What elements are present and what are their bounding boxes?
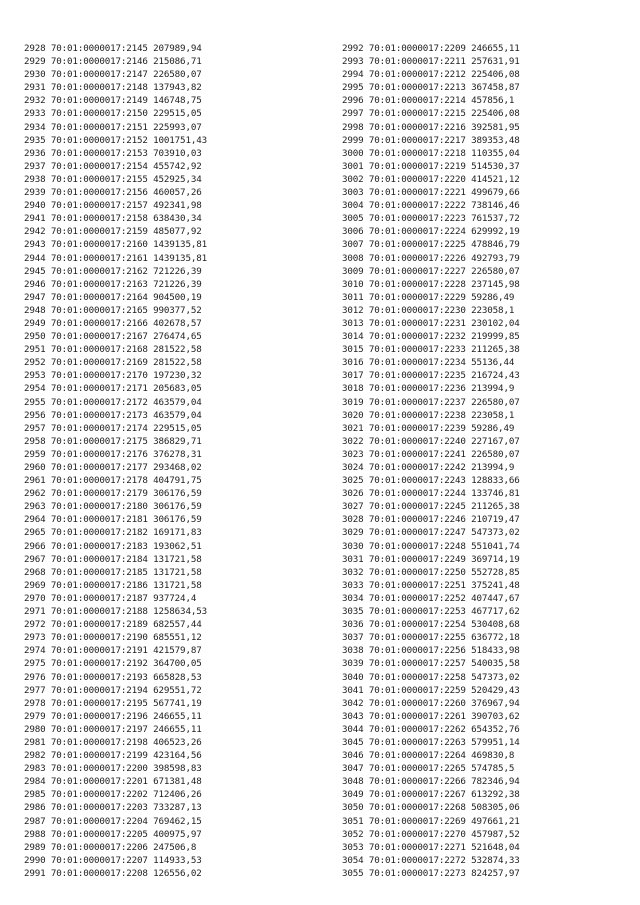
table-row: 2952 70:01:0000017:2169 281522,58	[24, 357, 202, 369]
table-row: 2945 70:01:0000017:2162 721226,39	[24, 265, 202, 277]
table-row: 2937 70:01:0000017:2154 455742,92	[24, 160, 202, 172]
table-row: 2994 70:01:0000017:2212 225406,08	[342, 69, 520, 81]
table-row: 3050 70:01:0000017:2268 508305,06	[342, 802, 520, 814]
table-row: 3016 70:01:0000017:2234 55136,44	[342, 357, 515, 369]
table-row: 2939 70:01:0000017:2156 460057,26	[24, 187, 202, 199]
table-row: 3033 70:01:0000017:2251 375241,48	[342, 579, 520, 591]
table-row: 2985 70:01:0000017:2202 712406,26	[24, 789, 202, 801]
table-row: 3053 70:01:0000017:2271 521648,04	[342, 841, 520, 853]
table-row: 2998 70:01:0000017:2216 392581,95	[342, 121, 520, 133]
table-row: 2960 70:01:0000017:2177 293468,02	[24, 462, 202, 473]
table-row: 2996 70:01:0000017:2214 457856,1	[342, 95, 515, 107]
table-row: 2958 70:01:0000017:2175 386829,71	[24, 435, 202, 447]
table-row: 2957 70:01:0000017:2174 229515,05	[24, 422, 202, 434]
table-row: 3052 70:01:0000017:2270 457987,52	[342, 828, 520, 840]
table-row: 2959 70:01:0000017:2176 376278,31	[24, 448, 202, 460]
table-row: 3036 70:01:0000017:2254 530408,68	[342, 619, 520, 631]
table-row: 2999 70:01:0000017:2217 389353,48	[342, 134, 520, 146]
table-row: 2975 70:01:0000017:2192 364700,05	[24, 658, 202, 670]
table-row: 2984 70:01:0000017:2201 671381,48	[24, 776, 202, 788]
table-row: 2948 70:01:0000017:2165 990377,52	[24, 304, 202, 316]
table-row: 3046 70:01:0000017:2264 469830,8	[342, 750, 515, 762]
table-row: 2949 70:01:0000017:2166 402678,57	[24, 317, 202, 329]
table-row: 2954 70:01:0000017:2171 205683,05	[24, 383, 202, 395]
table-row: 3049 70:01:0000017:2267 613292,38	[342, 789, 520, 801]
table-row: 3012 70:01:0000017:2230 223058,1	[342, 304, 515, 316]
table-row: 3043 70:01:0000017:2261 390703,62	[342, 710, 520, 722]
table-row: 2944 70:01:0000017:2161 1439135,81	[24, 252, 207, 264]
table-row: 3027 70:01:0000017:2245 211265,38	[342, 501, 520, 513]
table-row: 3008 70:01:0000017:2226 492793,79	[342, 252, 520, 264]
table-row: 3035 70:01:0000017:2253 467717,62	[342, 606, 520, 618]
table-row: 3011 70:01:0000017:2229 59286,49	[342, 291, 515, 303]
table-row: 2979 70:01:0000017:2196 246655,11	[24, 710, 202, 722]
table-row: 3026 70:01:0000017:2244 133746,81	[342, 488, 520, 500]
table-row: 2940 70:01:0000017:2157 492341,98	[24, 200, 202, 212]
table-row: 2993 70:01:0000017:2211 257631,91	[342, 56, 520, 68]
table-row: 2966 70:01:0000017:2183 193062,51	[24, 540, 202, 552]
table-row: 2986 70:01:0000017:2203 733287,13	[24, 802, 202, 814]
table-row: 2962 70:01:0000017:2179 306176,59	[24, 488, 202, 500]
table-row: 3004 70:01:0000017:2222 738146,46	[342, 200, 520, 212]
table-row: 2942 70:01:0000017:2159 485077,92	[24, 226, 202, 238]
table-row: 2983 70:01:0000017:2200 398598,83	[24, 763, 202, 775]
table-row: 2947 70:01:0000017:2164 904500,19	[24, 291, 202, 303]
table-row: 3009 70:01:0000017:2227 226580,07	[342, 265, 520, 277]
table-row: 2995 70:01:0000017:2213 367458,87	[342, 82, 520, 94]
table-row: 2997 70:01:0000017:2215 225406,08	[342, 108, 520, 120]
table-row: 3000 70:01:0000017:2218 110355,04	[342, 147, 520, 159]
table-row: 2992 70:01:0000017:2209 246655,11	[342, 43, 520, 54]
table-row: 3006 70:01:0000017:2224 629992,19	[342, 226, 520, 238]
table-row: 3029 70:01:0000017:2247 547373,02	[342, 527, 520, 539]
table-row: 2956 70:01:0000017:2173 463579,04	[24, 409, 202, 421]
table-row: 2981 70:01:0000017:2198 406523,26	[24, 736, 202, 748]
table-row: 2951 70:01:0000017:2168 281522,58	[24, 344, 202, 356]
table-row: 2946 70:01:0000017:2163 721226,39	[24, 278, 202, 290]
table-row: 3045 70:01:0000017:2263 579951,14	[342, 736, 520, 748]
table-row: 3017 70:01:0000017:2235 216724,43	[342, 370, 520, 382]
table-row: 2991 70:01:0000017:2208 126556,02	[24, 867, 202, 879]
table-row: 3002 70:01:0000017:2220 414521,12	[342, 173, 520, 185]
table-row: 2930 70:01:0000017:2147 226580,07	[24, 69, 202, 81]
table-row: 3032 70:01:0000017:2250 552728,85	[342, 566, 520, 578]
table-row: 3023 70:01:0000017:2241 226580,07	[342, 448, 520, 460]
table-row: 2988 70:01:0000017:2205 400975,97	[24, 828, 202, 840]
table-row: 3025 70:01:0000017:2243 128833,66	[342, 475, 520, 487]
table-row: 2970 70:01:0000017:2187 937724,4	[24, 592, 197, 604]
table-row: 3028 70:01:0000017:2246 210719,47	[342, 514, 520, 526]
table-row: 2961 70:01:0000017:2178 404791,75	[24, 475, 202, 487]
table-row: 2931 70:01:0000017:2148 137943,82	[24, 82, 202, 94]
table-row: 2973 70:01:0000017:2190 685551,12	[24, 632, 202, 644]
table-row: 2943 70:01:0000017:2160 1439135,81	[24, 239, 207, 251]
table-row: 3018 70:01:0000017:2236 213994,9	[342, 383, 515, 395]
table-row: 3048 70:01:0000017:2266 782346,94	[342, 776, 520, 788]
table-row: 2941 70:01:0000017:2158 638430,34	[24, 213, 202, 225]
table-row: 2977 70:01:0000017:2194 629551,72	[24, 684, 202, 696]
table-row: 3047 70:01:0000017:2265 574785,5	[342, 763, 515, 775]
table-row: 3039 70:01:0000017:2257 540035,58	[342, 658, 520, 670]
table-row: 2980 70:01:0000017:2197 246655,11	[24, 723, 202, 735]
table-row: 2929 70:01:0000017:2146 215086,71	[24, 56, 202, 68]
table-row: 3014 70:01:0000017:2232 219999,85	[342, 331, 520, 343]
table-row: 2968 70:01:0000017:2185 131721,58	[24, 566, 202, 578]
table-row: 3021 70:01:0000017:2239 59286,49	[342, 422, 515, 434]
table-row: 3019 70:01:0000017:2237 226580,07	[342, 396, 520, 408]
table-row: 2935 70:01:0000017:2152 1001751,43	[24, 134, 207, 146]
table-row: 2928 70:01:0000017:2145 207989,94	[24, 43, 202, 54]
table-row: 2965 70:01:0000017:2182 169171,83	[24, 527, 202, 539]
table-row: 3037 70:01:0000017:2255 636772,18	[342, 632, 520, 644]
right-column	[342, 42, 640, 880]
table-row: 2934 70:01:0000017:2151 225993,07	[24, 121, 202, 133]
table-row: 3042 70:01:0000017:2260 376967,94	[342, 697, 520, 709]
table-row: 2972 70:01:0000017:2189 682557,44	[24, 619, 202, 631]
table-row: 2989 70:01:0000017:2206 247506,8	[24, 841, 197, 853]
table-row: 3031 70:01:0000017:2249 369714,19	[342, 553, 520, 565]
left-column	[24, 42, 324, 880]
table-row: 2987 70:01:0000017:2204 769462,15	[24, 815, 202, 827]
table-row: 3022 70:01:0000017:2240 227167,07	[342, 435, 520, 447]
table-row: 3015 70:01:0000017:2233 211265,38	[342, 344, 520, 356]
table-row: 3001 70:01:0000017:2219 514530,37	[342, 160, 520, 172]
table-row: 3040 70:01:0000017:2258 547373,02	[342, 671, 520, 683]
table-row: 3003 70:01:0000017:2221 499679,66	[342, 187, 520, 199]
table-row: 3030 70:01:0000017:2248 551041,74	[342, 540, 520, 552]
table-row: 2955 70:01:0000017:2172 463579,04	[24, 396, 202, 408]
table-row: 3044 70:01:0000017:2262 654352,76	[342, 723, 520, 735]
table-row: 2982 70:01:0000017:2199 423164,56	[24, 750, 202, 762]
table-row: 3041 70:01:0000017:2259 520429,43	[342, 684, 520, 696]
table-row: 2963 70:01:0000017:2180 306176,59	[24, 501, 202, 513]
table-row: 3038 70:01:0000017:2256 518433,98	[342, 645, 520, 657]
table-row: 2976 70:01:0000017:2193 665828,53	[24, 671, 202, 683]
table-row: 3034 70:01:0000017:2252 407447,67	[342, 592, 520, 604]
table-row: 2932 70:01:0000017:2149 146748,75	[24, 95, 202, 107]
table-row: 2938 70:01:0000017:2155 452925,34	[24, 173, 202, 185]
table-row: 2978 70:01:0000017:2195 567741,19	[24, 697, 202, 709]
table-row: 3005 70:01:0000017:2223 761537,72	[342, 213, 520, 225]
table-row: 2967 70:01:0000017:2184 131721,58	[24, 553, 202, 565]
table-row: 2950 70:01:0000017:2167 276474,65	[24, 331, 202, 343]
table-row: 2990 70:01:0000017:2207 114933,53	[24, 854, 202, 866]
table-row: 2974 70:01:0000017:2191 421579,87	[24, 645, 202, 657]
table-row: 3024 70:01:0000017:2242 213994,9	[342, 462, 515, 473]
table-row: 3020 70:01:0000017:2238 223058,1	[342, 409, 515, 421]
table-row: 3013 70:01:0000017:2231 230102,04	[342, 317, 520, 329]
table-row: 2933 70:01:0000017:2150 229515,05	[24, 108, 202, 120]
table-row: 3051 70:01:0000017:2269 497661,21	[342, 815, 520, 827]
table-row: 2953 70:01:0000017:2170 197230,32	[24, 370, 202, 382]
table-row: 3055 70:01:0000017:2273 824257,97	[342, 867, 520, 879]
table-row: 2964 70:01:0000017:2181 306176,59	[24, 514, 202, 526]
table-row: 3010 70:01:0000017:2228 237145,98	[342, 278, 520, 290]
table-row: 3007 70:01:0000017:2225 478846,79	[342, 239, 520, 251]
table-row: 2969 70:01:0000017:2186 131721,58	[24, 579, 202, 591]
table-row: 2971 70:01:0000017:2188 1258634,53	[24, 606, 207, 618]
table-row: 2936 70:01:0000017:2153 703910,03	[24, 147, 202, 159]
table-row: 3054 70:01:0000017:2272 532874,33	[342, 854, 520, 866]
